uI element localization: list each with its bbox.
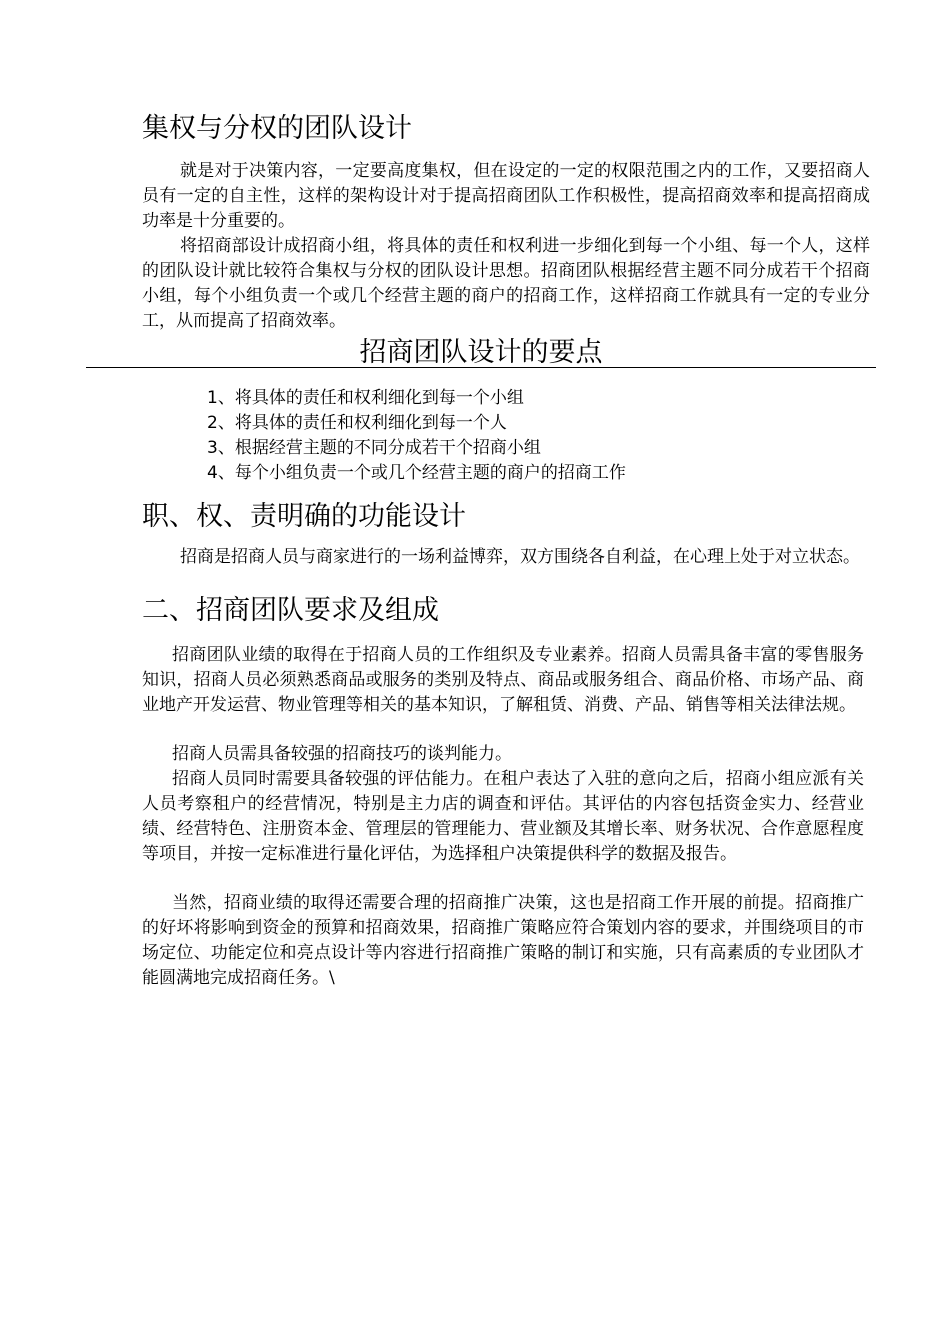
section-title-centralization: 集权与分权的团队设计 xyxy=(142,113,412,144)
section-title-function-design: 职、权、责明确的功能设计 xyxy=(142,501,466,532)
paragraph-group-design: 将招商部设计成招商小组，将具体的责任和权利进一步细化到每一个小组、每一个人，这样的团队设计就比较符合集权与分权的团队设计思想。招商团队根据经营主题不同分成若干个招商小组，每个小组负责一个或几个经营主题的商户的招商工作，这样招商工作就具有一定的专业分工，从而提高了招商效率。 xyxy=(142,236,870,331)
list-item: 2、将具体的责任和权利细化到每一个人 xyxy=(207,413,507,433)
paragraph-decision-centralization: 就是对于决策内容，一定要高度集权，但在设定的一定的权限范围之内的工作，又要招商人员有一定的自主性，这样的架构设计对于提高招商团队工作积极性，提高招商效率和提高招商成功率是十分重要的。 xyxy=(142,161,870,231)
section-title-team-requirements: 二、招商团队要求及组成 xyxy=(142,595,439,626)
section-title-key-points: 招商团队设计的要点 xyxy=(359,337,603,368)
paragraph-negotiation-skill: 招商人员需具备较强的招商技巧的谈判能力。 xyxy=(172,744,512,764)
paragraph-promotion-strategy: 当然，招商业绩的取得还需要合理的招商推广决策，这也是招商工作开展的前提。招商推广的好坏将影响到资金的预算和招商效果，招商推广策略应符合策划内容的要求，并围绕项目的市场定位、功能定位和亮点设计等内容进行招商推广策略的制订和实施，只有高素质的专业团队才能圆满地完成招商任务。\ xyxy=(142,893,864,988)
paragraph-professional-knowledge: 招商团队业绩的取得在于招商人员的工作组织及专业素养。招商人员需具备丰富的零售服务知识，招商人员必须熟悉商品或服务的类别及特点、商品或服务组合、商品价格、市场产品、商业地产开发运营、物业管理等相关的基本知识，了解租赁、消费、产品、销售等相关法律法规。 xyxy=(142,645,864,715)
title-underline xyxy=(86,367,876,368)
list-item: 4、每个小组负责一个或几个经营主题的商户的招商工作 xyxy=(207,463,626,483)
key-points-list xyxy=(207,386,847,486)
list-item: 3、根据经营主题的不同分成若干个招商小组 xyxy=(207,438,541,458)
list-item: 1、将具体的责任和权利细化到每一个小组 xyxy=(207,388,524,408)
paragraph-interest-game: 招商是招商人员与商家进行的一场利益博弈，双方围绕各自利益，在心理上处于对立状态。 xyxy=(180,547,860,567)
paragraph-evaluation-ability: 招商人员同时需要具备较强的评估能力。在租户表达了入驻的意向之后，招商小组应派有关人员考察租户的经营情况，特别是主力店的调查和评估。其评估的内容包括资金实力、经营业绩、经营特色、注册资本金、管理层的管理能力、营业额及其增长率、财务状况、合作意愿程度等项目，并按一定标准进行量化评估，为选择租户决策提供科学的数据及报告。 xyxy=(142,769,864,864)
